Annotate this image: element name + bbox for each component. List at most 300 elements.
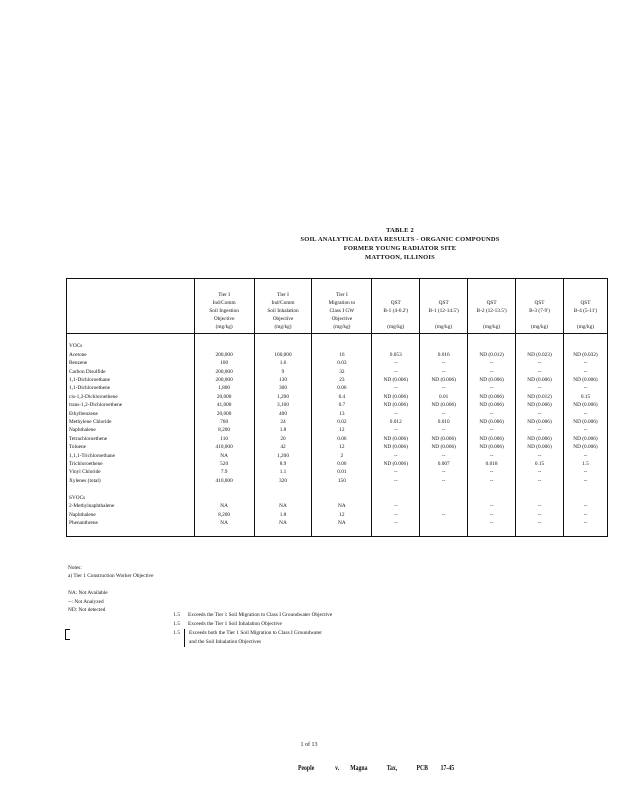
table-cell: -- <box>372 359 420 367</box>
compound-name: trans-1,2-Dichloroethene <box>67 401 195 409</box>
table-cell: 3,100 <box>254 401 312 409</box>
column-header-line: (mg/kg) <box>530 324 549 330</box>
section-cell <box>194 494 254 502</box>
table-end-cell <box>563 527 607 536</box>
spacer-cell <box>516 334 564 343</box>
table-cell: 20,000 <box>194 393 254 401</box>
table-cell: NA <box>254 502 312 510</box>
table-cell: 32 <box>312 368 372 376</box>
column-header-line <box>68 307 193 315</box>
column-header-line <box>68 315 193 323</box>
table-cell: -- <box>372 477 420 485</box>
table-cell: ND (0.006) <box>516 418 564 426</box>
table-cell: -- <box>468 359 516 367</box>
notes <box>68 564 154 614</box>
compound-name: Acetone <box>67 351 195 359</box>
compound-name: Carbon Disulfide <box>67 368 195 376</box>
table-cell: ND (0.006) <box>372 435 420 443</box>
table-row <box>67 368 608 376</box>
table-end-cell <box>254 527 312 536</box>
table-cell: 0.7 <box>312 401 372 409</box>
table-cell: -- <box>563 426 607 434</box>
table-row <box>67 351 608 359</box>
table-cell: ND (0.006) <box>468 401 516 409</box>
table-cell: 0.06 <box>312 384 372 392</box>
table-row <box>67 511 608 519</box>
table-cell: 130 <box>254 376 312 384</box>
table-cell: -- <box>372 502 420 510</box>
table-cell: ND (0.006) <box>563 376 607 384</box>
table-row <box>67 477 608 485</box>
table-cell: ND (0.006) <box>420 401 468 409</box>
section-label: VOCs <box>67 342 195 350</box>
table-cell: -- <box>468 426 516 434</box>
spacer-row <box>67 485 608 493</box>
compound-name: Tetrachloroethene <box>67 435 195 443</box>
legend <box>120 611 332 647</box>
table-cell: 0.010 <box>420 418 468 426</box>
table-cell: -- <box>420 368 468 376</box>
table-cell: ND (0.006) <box>372 376 420 384</box>
spacer-cell <box>372 485 420 493</box>
column-header-line <box>68 299 193 307</box>
section-cell <box>254 494 312 502</box>
table-cell: ND (0.006) <box>563 435 607 443</box>
table-cell: -- <box>372 384 420 392</box>
table-cell: 20,000 <box>194 410 254 418</box>
section-cell <box>372 494 420 502</box>
compound-name: Vinyl Chloride <box>67 468 195 476</box>
column-header <box>194 279 254 334</box>
table-cell: -- <box>563 477 607 485</box>
compound-name: 2-Methylnaphthalene <box>67 502 195 510</box>
header-row <box>67 279 608 334</box>
table-body <box>67 334 608 537</box>
column-header-line: B-1 (4-6.2') <box>383 308 409 314</box>
table-cell: -- <box>563 468 607 476</box>
table-cell: -- <box>372 426 420 434</box>
note-line <box>68 581 154 589</box>
bracket-mark <box>65 629 70 640</box>
table-cell: 12 <box>312 511 372 519</box>
table-cell: -- <box>563 410 607 418</box>
table-row <box>67 384 608 392</box>
footer-party-2: Magna <box>350 764 368 772</box>
section-cell <box>468 494 516 502</box>
table-cell: 0.03 <box>312 359 372 367</box>
table-cell: -- <box>468 519 516 527</box>
table-cell: ND (0.006) <box>372 443 420 451</box>
note-line: --: Not Analyzed <box>68 598 104 605</box>
legend-row <box>120 629 332 647</box>
column-header-line: QST <box>390 300 401 306</box>
table-cell: -- <box>563 519 607 527</box>
legend-description <box>184 629 322 647</box>
table-row <box>67 502 608 510</box>
column-header-line: Ind/Comm <box>212 300 236 306</box>
compound-name: 1,1-Dichloroethene <box>67 384 195 392</box>
spacer-cell <box>67 334 195 343</box>
compound-name: cis-1,2-Dichloroethene <box>67 393 195 401</box>
spacer-cell <box>312 334 372 343</box>
compound-name: Ethylbenzene <box>67 410 195 418</box>
section-cell <box>312 494 372 502</box>
table-cell: 12 <box>312 443 372 451</box>
table-cell: ND (0.006) <box>468 376 516 384</box>
section-cell <box>516 494 564 502</box>
table-cell: 410,000 <box>194 477 254 485</box>
table-cell: ND (0.006) <box>563 443 607 451</box>
table-cell: -- <box>420 426 468 434</box>
table-row <box>67 410 608 418</box>
table-cell: 8.9 <box>254 460 312 468</box>
table-cell: -- <box>516 477 564 485</box>
column-header-line: Class I GW <box>329 308 355 314</box>
table-cell: 520 <box>194 460 254 468</box>
table-cell: -- <box>516 426 564 434</box>
table-cell: 110 <box>194 435 254 443</box>
column-header-line: Soil Inhalation <box>267 308 299 314</box>
table-cell: -- <box>372 410 420 418</box>
table-cell: -- <box>372 511 420 519</box>
table-cell: -- <box>516 359 564 367</box>
table-cell: 12 <box>312 426 372 434</box>
column-header-line: B-4 (5-11') <box>573 308 598 314</box>
note-line: NA: Not Available <box>68 590 108 597</box>
column-header-line: Ind/Comm <box>271 300 295 306</box>
section-row <box>67 494 608 502</box>
column-header-line <box>517 315 562 323</box>
table-title: SOIL ANALYTICAL DATA RESULTS - ORGANIC COMPOUNDS <box>300 236 500 243</box>
table-row <box>67 519 608 527</box>
table-cell: 1,800 <box>194 384 254 392</box>
table-cell: ND (0.006) <box>468 418 516 426</box>
column-header-line <box>469 315 514 323</box>
column-header-line: (mg/kg) <box>274 324 292 330</box>
legend-description-line: Exceeds both the Tier 1 Soil Migration to Class I Groundwater <box>189 630 322 636</box>
table-cell: 16 <box>312 351 372 359</box>
table-cell: 0.02 <box>312 418 372 426</box>
spacer-cell <box>372 334 420 343</box>
table-cell: 41,000 <box>194 401 254 409</box>
table-cell: 1,200 <box>254 393 312 401</box>
compound-name: Methylene Chloride <box>67 418 195 426</box>
table-cell: 0.01 <box>312 468 372 476</box>
column-header-line: QST <box>486 300 497 306</box>
section-cell <box>420 342 468 350</box>
table-cell: -- <box>468 468 516 476</box>
table-cell: 100,000 <box>254 351 312 359</box>
table-cell: 1.8 <box>254 426 312 434</box>
table-row <box>67 426 608 434</box>
table-cell: ND (0.006) <box>372 401 420 409</box>
table-cell: 1.1 <box>254 468 312 476</box>
table-cell: 1.6 <box>254 359 312 367</box>
section-cell <box>312 342 372 350</box>
table-cell: 400 <box>254 410 312 418</box>
spacer-cell <box>563 334 607 343</box>
column-header-line: Migration to <box>328 300 356 306</box>
column-header-line: Tier I <box>218 292 230 298</box>
column-header-line <box>421 315 466 323</box>
table-row <box>67 443 608 451</box>
table-end-cell <box>516 527 564 536</box>
table-cell: -- <box>372 452 420 460</box>
table-cell: NA <box>194 452 254 460</box>
table-cell: 7.9 <box>194 468 254 476</box>
table-cell: 20 <box>254 435 312 443</box>
column-header-line: (mg/kg) <box>333 324 351 330</box>
column-header-line: Objective <box>272 316 294 322</box>
table-cell: -- <box>420 468 468 476</box>
table-cell: ND (0.006) <box>420 376 468 384</box>
column-header-line: B-3 (7-9') <box>529 308 550 314</box>
note-line: ND: Not detected <box>68 607 106 614</box>
table-cell: -- <box>420 452 468 460</box>
table-cell: ND (0.006) <box>563 401 607 409</box>
section-cell <box>563 494 607 502</box>
table-cell: -- <box>468 384 516 392</box>
column-header-line <box>68 323 193 331</box>
compound-name: Benzene <box>67 359 195 367</box>
column-header <box>254 279 312 334</box>
table-cell: 100 <box>194 359 254 367</box>
table-row <box>67 401 608 409</box>
footer-party-3: Tax, <box>386 764 398 772</box>
table-cell: -- <box>563 384 607 392</box>
column-header-line: (mg/kg) <box>387 324 405 330</box>
table-cell: 200,000 <box>194 351 254 359</box>
table-cell: -- <box>468 511 516 519</box>
table-cell: -- <box>420 384 468 392</box>
table-cell: NA <box>194 502 254 510</box>
table-row <box>67 468 608 476</box>
table-cell: ND (0.023) <box>516 351 564 359</box>
spacer-cell <box>254 485 312 493</box>
compound-name: Naphthalene <box>67 511 195 519</box>
table-cell: 24 <box>254 418 312 426</box>
column-header-line: (mg/kg) <box>435 324 453 330</box>
table-cell: -- <box>516 368 564 376</box>
footer-case-number: 17-45 <box>440 764 455 772</box>
table-cell: -- <box>468 368 516 376</box>
table-cell: 760 <box>194 418 254 426</box>
compound-name: Trichloroethene <box>67 460 195 468</box>
spacer-cell <box>194 334 254 343</box>
table-cell: 0.012 <box>372 418 420 426</box>
table-cell: ND (0.006) <box>420 443 468 451</box>
section-row <box>67 342 608 350</box>
section-cell <box>468 342 516 350</box>
table-cell: NA <box>312 502 372 510</box>
column-header-line: (mg/kg) <box>215 324 233 330</box>
spacer-cell <box>194 485 254 493</box>
table-row <box>67 435 608 443</box>
section-cell <box>372 342 420 350</box>
table-cell: ND (0.006) <box>516 376 564 384</box>
table-cell: -- <box>420 410 468 418</box>
table-cell: ND (0.006) <box>372 460 420 468</box>
table-cell: 0.4 <box>312 393 372 401</box>
table-cell: -- <box>516 384 564 392</box>
section-cell <box>254 342 312 350</box>
table-cell: 0.01 <box>420 393 468 401</box>
legend-description: Exceeds the Tier 1 Soil Inhalation Objective <box>188 621 282 627</box>
table-cell: 0.06 <box>312 460 372 468</box>
table-cell: 0.018 <box>468 460 516 468</box>
legend-row <box>120 611 332 620</box>
table-cell: ND (0.006) <box>516 443 564 451</box>
table-row <box>67 418 608 426</box>
table-cell: -- <box>516 502 564 510</box>
table-cell: -- <box>372 468 420 476</box>
column-header-line: (mg/kg) <box>576 324 595 330</box>
table-cell: 150 <box>312 477 372 485</box>
table-cell: 200,000 <box>194 368 254 376</box>
compound-name: Xylenes (total) <box>67 477 195 485</box>
table-cell: 0.06 <box>312 435 372 443</box>
table-cell: -- <box>468 410 516 418</box>
note-line: a) Tier 1 Construction Worker Objective <box>68 573 154 580</box>
table-cell: -- <box>372 519 420 527</box>
spacer-cell <box>563 485 607 493</box>
table-cell: ND (0.006) <box>372 393 420 401</box>
legend-row <box>120 620 332 629</box>
section-cell <box>194 342 254 350</box>
notes-heading: Notes: <box>68 565 82 571</box>
spacer-cell <box>468 334 516 343</box>
table-cell: 300 <box>254 384 312 392</box>
spacer-cell <box>516 485 564 493</box>
table-cell: 200,000 <box>194 376 254 384</box>
table-cell: 23 <box>312 376 372 384</box>
column-header <box>67 279 195 334</box>
column-header <box>372 279 420 334</box>
spacer-cell <box>67 485 195 493</box>
column-header-line: QST <box>580 300 591 306</box>
spacer-cell <box>420 334 468 343</box>
table-cell: ND (0.006) <box>468 435 516 443</box>
table-cell: -- <box>516 410 564 418</box>
column-header-line: B-1 (12-14.5') <box>428 308 459 314</box>
table-end-row <box>67 527 608 536</box>
column-header <box>420 279 468 334</box>
spacer-cell <box>254 334 312 343</box>
column-header-line <box>373 315 418 323</box>
table-cell: 8,200 <box>194 511 254 519</box>
spacer-cell <box>312 485 372 493</box>
column-header-line: Tier I <box>277 292 289 298</box>
spacer-cell <box>468 485 516 493</box>
table-row <box>67 359 608 367</box>
table-cell: -- <box>420 511 468 519</box>
footer-party: People <box>298 764 315 772</box>
compound-name: Phenanthrene <box>67 519 195 527</box>
table-cell: ND (0.032) <box>563 351 607 359</box>
table-cell: NA <box>312 519 372 527</box>
table-row <box>67 376 608 384</box>
table-cell: ND (0.006) <box>516 435 564 443</box>
table-cell: NA <box>194 519 254 527</box>
table-cell: ND (0.006) <box>468 393 516 401</box>
section-cell <box>563 342 607 350</box>
table-cell <box>420 502 468 510</box>
section-cell <box>516 342 564 350</box>
table-cell: -- <box>563 359 607 367</box>
table-cell: ND (0.006) <box>563 418 607 426</box>
table-end-cell <box>312 527 372 536</box>
table-cell: ND (0.006) <box>420 435 468 443</box>
column-header-line: B-2 (12-13.5') <box>476 308 507 314</box>
table-row <box>67 460 608 468</box>
section-label: SVOCs <box>67 494 195 502</box>
table-cell: -- <box>516 468 564 476</box>
table-cell: -- <box>372 368 420 376</box>
footer-court: PCB <box>416 764 428 772</box>
table-cell: ND (0.012) <box>468 351 516 359</box>
table-cell: 1.5 <box>563 460 607 468</box>
column-header-line: QST <box>534 300 545 306</box>
column-header-line: Objective <box>331 316 353 322</box>
table-row <box>67 452 608 460</box>
citation-footer <box>298 764 454 772</box>
legend-sample: 1.5 <box>173 612 180 618</box>
table-row <box>67 393 608 401</box>
table-end-cell <box>194 527 254 536</box>
table-cell: ND (0.012) <box>516 393 564 401</box>
table-cell: 0.15 <box>516 460 564 468</box>
column-header-line: Soil Ingestion <box>209 308 239 314</box>
table-cell: 320 <box>254 477 312 485</box>
table-cell: -- <box>516 519 564 527</box>
table-cell: 0.007 <box>420 460 468 468</box>
compound-name: Naphthalene <box>67 426 195 434</box>
table-cell: 13 <box>312 410 372 418</box>
compound-name: 1,1,1-Trichloroethane <box>67 452 195 460</box>
table-number: TABLE 2 <box>386 227 414 234</box>
table-cell: 0.053 <box>372 351 420 359</box>
table-end-cell <box>468 527 516 536</box>
table-cell: -- <box>563 511 607 519</box>
column-header-line: Objective <box>213 316 235 322</box>
spacer-row <box>67 334 608 343</box>
table-cell: -- <box>420 477 468 485</box>
table-title-block <box>260 226 540 262</box>
table-cell: -- <box>468 477 516 485</box>
table-cell: -- <box>468 452 516 460</box>
column-header-line <box>565 315 606 323</box>
column-header <box>468 279 516 334</box>
analytical-data-table <box>66 278 608 537</box>
site-location: MATTOON, ILLINOIS <box>365 254 435 261</box>
table-cell <box>420 519 468 527</box>
legend-sample-value: 1.5 <box>173 630 180 636</box>
compound-name: Toluene <box>67 443 195 451</box>
table-cell: ND (0.006) <box>516 401 564 409</box>
table-cell: 0.016 <box>420 351 468 359</box>
table-end-cell <box>420 527 468 536</box>
table-cell: -- <box>563 452 607 460</box>
legend-sample: 1.5 <box>173 621 180 627</box>
table-cell: 1.8 <box>254 511 312 519</box>
column-header-line: Tier I <box>336 292 348 298</box>
legend-description: Exceeds the Tier 1 Soil Migration to Class I Groundwater Objective <box>188 612 333 618</box>
table-cell: -- <box>420 359 468 367</box>
footer-versus: v. <box>335 764 340 772</box>
table-cell: 0.15 <box>563 393 607 401</box>
column-header <box>516 279 564 334</box>
legend-description-line: and the Soil Inhalation Objectives <box>189 639 262 645</box>
